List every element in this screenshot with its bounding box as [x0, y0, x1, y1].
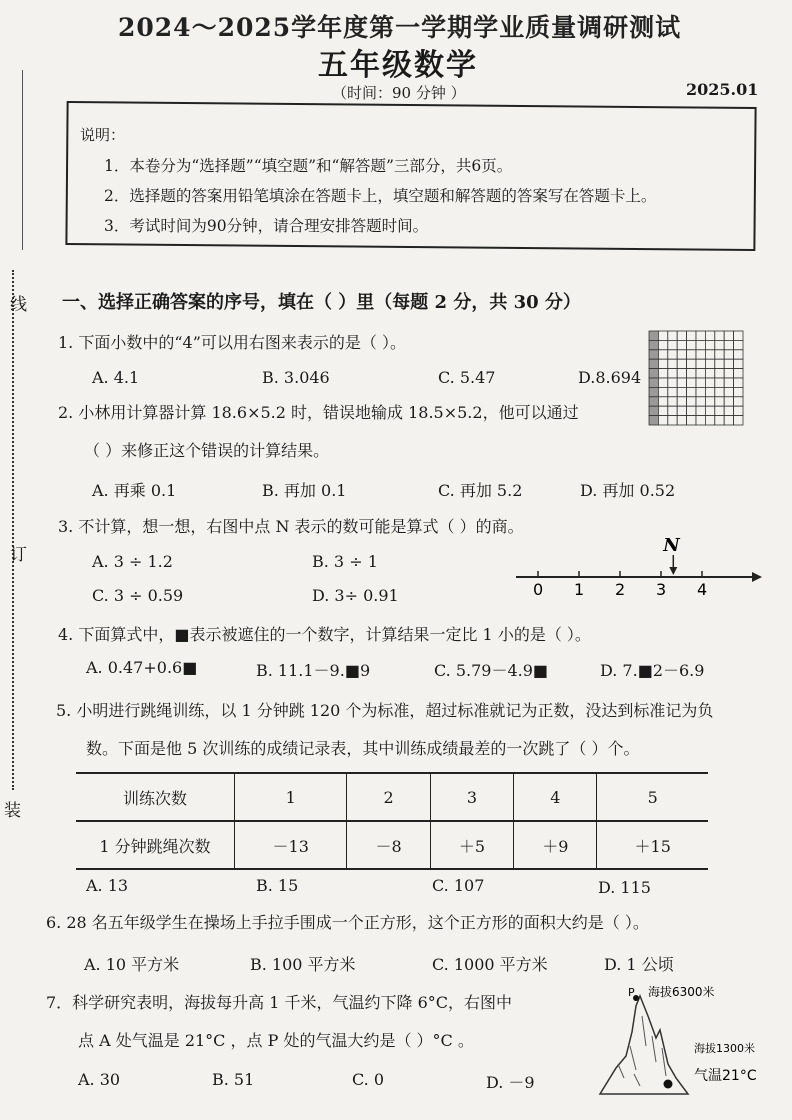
time-note: （时间：90 分钟 ） — [332, 84, 466, 102]
grid-cell — [724, 378, 733, 387]
grid-cell — [677, 416, 686, 425]
grid-cell-shaded — [649, 350, 658, 359]
table-cell: －13 — [235, 821, 347, 869]
exam-date: 2025.01 — [686, 80, 759, 99]
notice-item: 2．选择题的答案用铅笔填涂在答题卡上，填空题和解答题的答案写在答题卡上。 — [104, 187, 657, 205]
margin-char-zhuang: 装 — [4, 801, 21, 821]
mountain-figure — [596, 986, 784, 1096]
option-b: B. 51 — [212, 1070, 255, 1089]
jump-rope-table — [76, 772, 708, 870]
grid-cell — [687, 350, 696, 359]
question-2-stem: 2. 小林用计算器计算 18.6×5.2 时，错误地输成 18.5×5.2，他可以通过 — [58, 403, 579, 422]
grid-cell — [687, 331, 696, 340]
grid-cell-shaded — [649, 359, 658, 368]
option-c: C. 0 — [352, 1070, 385, 1089]
grid-cell — [668, 331, 677, 340]
grid-cell — [734, 369, 743, 378]
grid-cell — [696, 331, 705, 340]
binding-margin-line — [22, 70, 23, 250]
grid-cell — [658, 331, 667, 340]
grid-cell — [724, 387, 733, 396]
question-5-stem: 5. 小明进行跳绳训练，以 1 分钟跳 120 个为标准，超过标准就记为正数，没达到标准记为负 — [56, 701, 714, 720]
table-cell: 4 — [514, 773, 597, 821]
grid-cell — [696, 416, 705, 425]
question-5-stem-line2: 数。下面是他 5 次训练的成绩记录表，其中训练成绩最差的一次跳了（ ）个。 — [86, 739, 640, 758]
point-n-label: N — [663, 535, 680, 556]
grid-cell — [715, 378, 724, 387]
grid-cell — [705, 406, 714, 415]
grid-cell — [705, 378, 714, 387]
option-c: C. 3 ÷ 0.59 — [92, 586, 184, 605]
grid-cell — [696, 340, 705, 349]
grid-cell-shaded — [649, 340, 658, 349]
grid-cell — [677, 406, 686, 415]
grid-cell — [658, 406, 667, 415]
grid-cell-shaded — [649, 378, 658, 387]
number-line-arrow-icon — [752, 572, 762, 582]
grid-cell — [715, 406, 724, 415]
grid-cell — [724, 397, 733, 406]
option-c: C. 5.79－4.9■ — [434, 661, 549, 680]
table-row — [76, 773, 708, 821]
grid-cell — [734, 350, 743, 359]
grid-cell — [715, 416, 724, 425]
grid-cell — [687, 397, 696, 406]
table-cell: ＋15 — [597, 821, 708, 869]
grid-cell — [677, 331, 686, 340]
option-d: D. －9 — [486, 1073, 535, 1092]
grid-cell — [724, 369, 733, 378]
grid-cell — [715, 340, 724, 349]
grid-cell — [696, 378, 705, 387]
grid-cell — [715, 350, 724, 359]
number-line-tick-label: 3 — [656, 580, 667, 599]
grid-cell — [715, 331, 724, 340]
margin-char-xian: 线 — [10, 295, 27, 315]
grid-cell — [668, 416, 677, 425]
grid-cell — [705, 331, 714, 340]
grid-cell — [677, 378, 686, 387]
grid-cell — [705, 340, 714, 349]
option-a: A. 13 — [86, 876, 129, 895]
grid-cell-shaded — [649, 331, 658, 340]
grid-cell — [724, 406, 733, 415]
grid-cell — [668, 378, 677, 387]
grid-cell — [658, 416, 667, 425]
option-c: C. 再加 5.2 — [438, 481, 523, 500]
grid-cell — [715, 397, 724, 406]
option-b: B. 3 ÷ 1 — [312, 552, 378, 571]
subject-title: 五年级数学 — [318, 48, 478, 83]
grid-cell — [658, 378, 667, 387]
mountain-outline — [600, 996, 688, 1094]
grid-cell — [658, 369, 667, 378]
table-cell: 3 — [430, 773, 513, 821]
option-d: D. 1 公顷 — [604, 955, 674, 974]
option-b: B. 11.1－9.■9 — [256, 661, 371, 680]
table-cell: 2 — [347, 773, 430, 821]
grid-cell — [668, 397, 677, 406]
option-d: D. 再加 0.52 — [580, 481, 676, 500]
grid-cell — [705, 416, 714, 425]
question-2-stem-line2: （ ）来修正这个错误的计算结果。 — [84, 441, 330, 460]
grid-cell — [734, 406, 743, 415]
grid-cell — [696, 387, 705, 396]
notice-item: 1．本卷分为“选择题”“填空题”和“解答题”三部分，共6页。 — [104, 157, 513, 175]
option-d: D.8.694 — [578, 368, 642, 387]
question-7-stem: 7．科学研究表明，海拔每升高 1 千米，气温约下降 6°C，右图中 — [46, 993, 513, 1012]
notice-title: 说明： — [80, 126, 126, 144]
grid-cell — [724, 331, 733, 340]
option-b: B. 再加 0.1 — [262, 481, 347, 500]
grid-cell — [687, 369, 696, 378]
table-cell: 5 — [597, 773, 708, 821]
table-cell: －8 — [347, 821, 430, 869]
point-a-dot — [664, 1080, 673, 1089]
table-cell: 训练次数 — [76, 773, 235, 821]
option-c: C. 107 — [432, 876, 485, 895]
grid-cell — [696, 350, 705, 359]
temperature-note: 气温21°C — [694, 1068, 757, 1084]
option-c: C. 5.47 — [438, 368, 496, 387]
grid-cell — [724, 350, 733, 359]
grid-cell — [696, 369, 705, 378]
option-b: B. 100 平方米 — [250, 955, 356, 974]
grid-cell — [705, 359, 714, 368]
number-line-tick-label: 2 — [615, 580, 626, 599]
grid-cell — [658, 350, 667, 359]
grid-cell — [724, 340, 733, 349]
hundred-grid-figure — [648, 330, 744, 426]
grid-cell — [677, 387, 686, 396]
table-cell: 1 — [235, 773, 347, 821]
grid-cell — [677, 397, 686, 406]
option-b: B. 15 — [256, 876, 299, 895]
question-1-stem: 1. 下面小数中的“4”可以用右图来表示的是（ ）。 — [58, 333, 406, 352]
option-d: D. 7.■2－6.9 — [600, 661, 705, 680]
grid-cell-shaded — [649, 416, 658, 425]
grid-cell — [715, 369, 724, 378]
grid-cell-shaded — [649, 387, 658, 396]
grid-cell — [734, 397, 743, 406]
grid-cell — [734, 387, 743, 396]
grid-cell — [668, 340, 677, 349]
margin-char-ding: 订 — [10, 545, 27, 565]
grid-cell — [687, 406, 696, 415]
grid-cell — [715, 387, 724, 396]
option-a: A. 0.47+0.6■ — [86, 658, 198, 677]
number-line-figure — [516, 535, 762, 601]
grid-cell — [705, 369, 714, 378]
question-4-stem: 4. 下面算式中，■表示被遮住的一个数字，计算结果一定比 1 小的是（ ）。 — [58, 625, 591, 644]
grid-cell-shaded — [649, 369, 658, 378]
grid-cell — [734, 340, 743, 349]
grid-cell-shaded — [649, 406, 658, 415]
binding-dotted-line — [12, 270, 14, 790]
grid-cell — [658, 397, 667, 406]
grid-cell — [677, 340, 686, 349]
number-line-tick-label: 0 — [533, 580, 544, 599]
grid-cell — [715, 359, 724, 368]
grid-cell — [687, 378, 696, 387]
altitude-mid-note: 海拔1300米 — [694, 1042, 755, 1055]
grid-cell — [696, 397, 705, 406]
question-6-stem: 6. 28 名五年级学生在操场上手拉手围成一个正方形，这个正方形的面积大约是（ ）。 — [46, 913, 649, 932]
option-a: A. 再乘 0.1 — [92, 481, 177, 500]
point-p-label: P — [628, 986, 635, 999]
grid-cell — [705, 387, 714, 396]
altitude-top-note: 海拔6300米 — [648, 986, 715, 999]
grid-cell-shaded — [649, 397, 658, 406]
option-c: C. 1000 平方米 — [432, 955, 548, 974]
table-cell: 1 分钟跳绳次数 — [76, 821, 235, 869]
grid-cell — [668, 369, 677, 378]
grid-cell — [658, 387, 667, 396]
grid-cell — [687, 359, 696, 368]
number-line-tick-label: 4 — [697, 580, 708, 599]
grid-cell — [705, 350, 714, 359]
exam-title: 2024～2025学年度第一学期学业质量调研测试 — [118, 13, 682, 42]
table-cell: ＋9 — [514, 821, 597, 869]
grid-cell — [687, 387, 696, 396]
grid-cell — [734, 416, 743, 425]
grid-cell — [734, 359, 743, 368]
grid-cell — [658, 359, 667, 368]
grid-cell — [734, 331, 743, 340]
grid-cell — [687, 340, 696, 349]
option-a: A. 30 — [78, 1070, 121, 1089]
grid-cell — [668, 387, 677, 396]
question-3-stem: 3. 不计算，想一想，右图中点 N 表示的数可能是算式（ ）的商。 — [58, 517, 524, 536]
option-d: D. 3÷ 0.91 — [312, 586, 399, 605]
number-line-tick-label: 1 — [574, 580, 585, 599]
grid-cell — [724, 416, 733, 425]
grid-cell — [696, 406, 705, 415]
option-a: A. 10 平方米 — [84, 955, 180, 974]
grid-cell — [668, 406, 677, 415]
grid-cell — [696, 359, 705, 368]
mountain-shading — [618, 1016, 666, 1086]
table-cell: ＋5 — [430, 821, 513, 869]
grid-cell — [677, 350, 686, 359]
section-title: 一、选择正确答案的序号，填在（ ）里（每题 2 分，共 30 分） — [62, 292, 581, 313]
option-d: D. 115 — [598, 878, 651, 897]
grid-cell — [687, 416, 696, 425]
grid-cell — [677, 369, 686, 378]
grid-cell — [668, 350, 677, 359]
option-b: B. 3.046 — [262, 368, 330, 387]
grid-cell — [724, 359, 733, 368]
grid-cell — [705, 397, 714, 406]
grid-cell — [734, 378, 743, 387]
grid-cell — [658, 340, 667, 349]
option-a: A. 3 ÷ 1.2 — [92, 552, 173, 571]
option-a: A. 4.1 — [92, 368, 140, 387]
table-row — [76, 821, 708, 869]
notice-item: 3．考试时间为90分钟，请合理安排答题时间。 — [104, 217, 429, 235]
question-7-stem-line2: 点 A 处气温是 21°C ，点 P 处的气温大约是（ ）°C 。 — [78, 1031, 474, 1050]
grid-cell — [677, 359, 686, 368]
grid-cell — [668, 359, 677, 368]
